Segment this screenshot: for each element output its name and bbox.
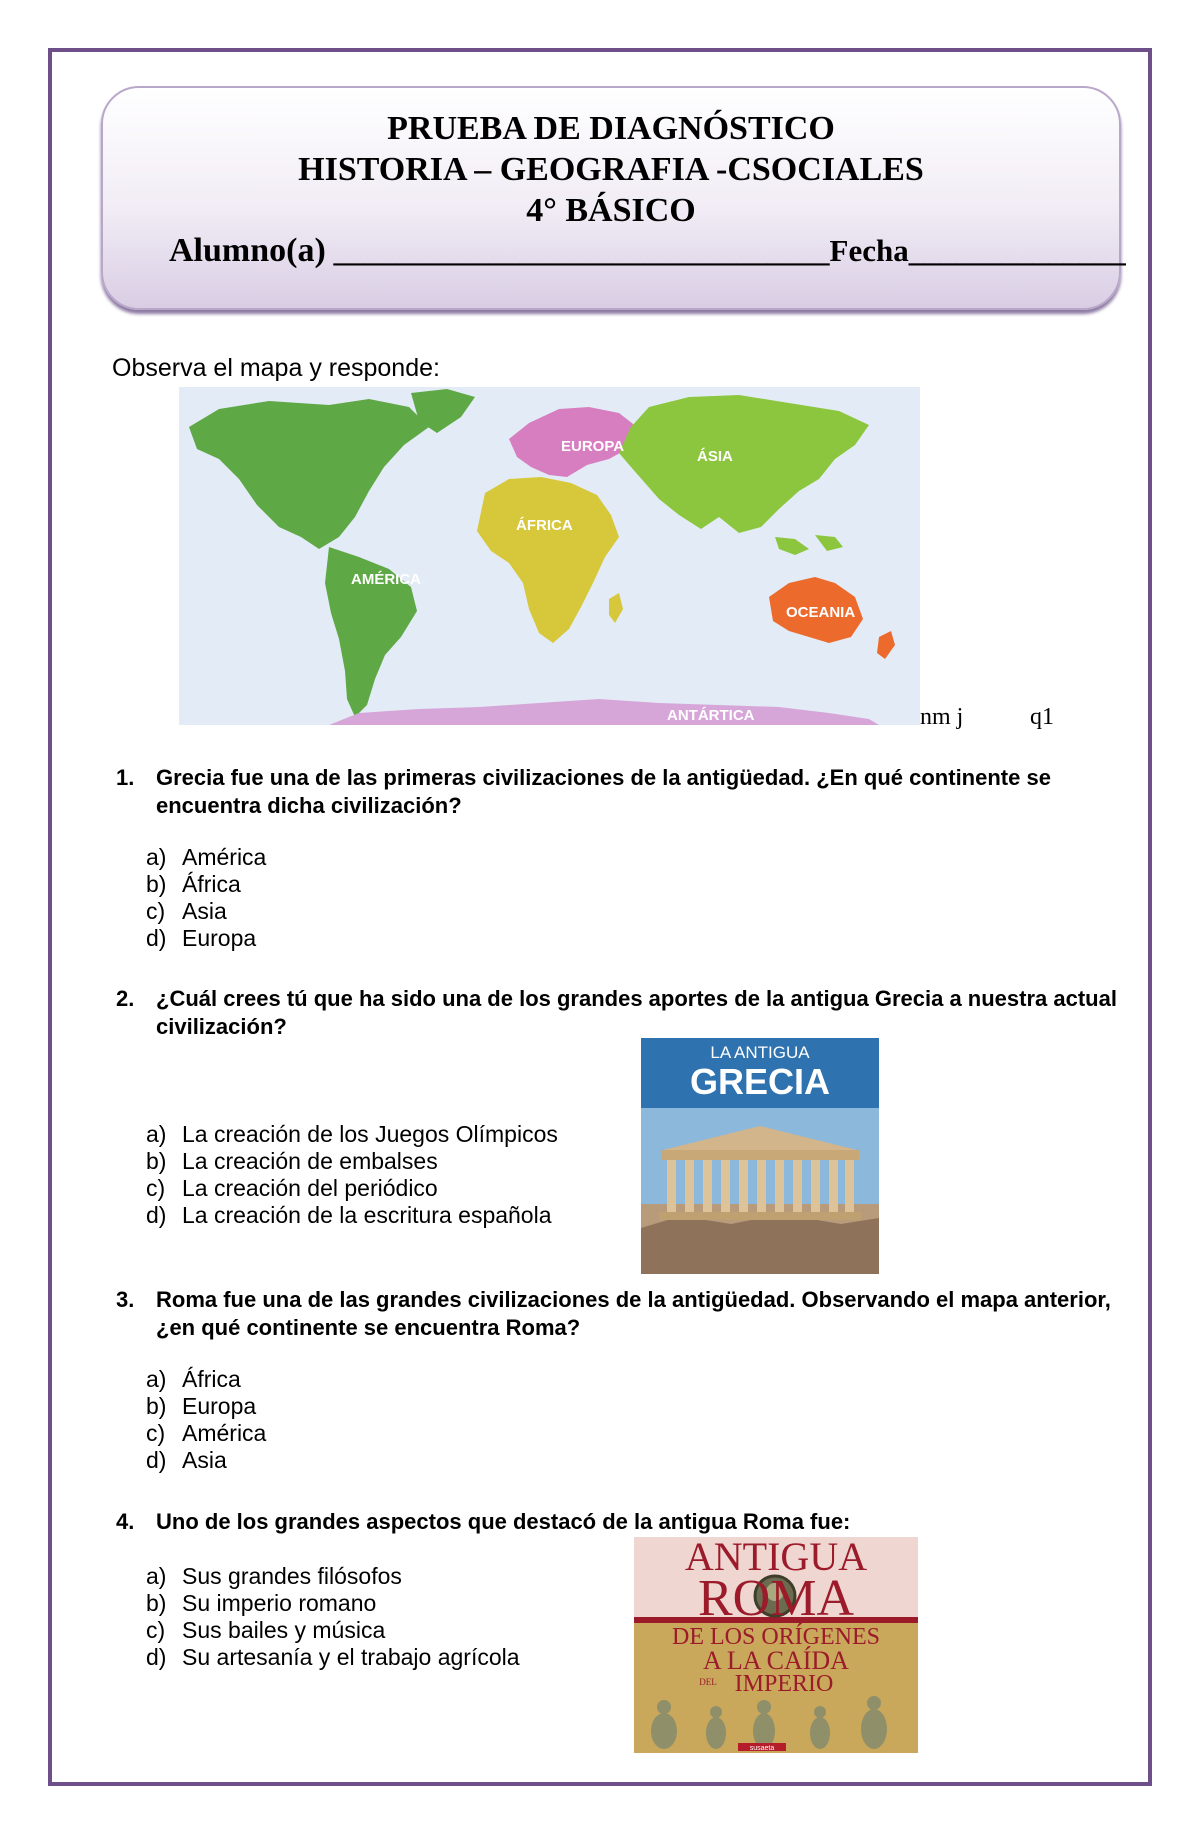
option-b[interactable]	[146, 1148, 558, 1175]
exam-title: PRUEBA DE DIAGNÓSTICO	[387, 110, 835, 147]
question-1-options	[146, 844, 266, 952]
world-map	[179, 387, 920, 725]
new-zealand	[877, 631, 895, 659]
continent-africa	[477, 477, 619, 643]
stray-text-1: nm j	[920, 704, 964, 730]
stray-text-2: q1	[1030, 704, 1054, 730]
question-text: Uno de los grandes aspectos que destacó de la antigua Roma fue:	[156, 1509, 851, 1534]
option-a[interactable]	[146, 1121, 558, 1148]
option-b[interactable]	[146, 871, 266, 898]
option-a[interactable]	[146, 844, 266, 871]
option-letter: d)	[146, 925, 167, 951]
option-d[interactable]	[146, 1202, 558, 1229]
option-letter: b)	[146, 1148, 167, 1174]
map-label-antartica: ANTÁRTICA	[667, 707, 755, 724]
option-c[interactable]	[146, 1175, 558, 1202]
instruction-text: Observa el mapa y responde:	[112, 354, 440, 382]
option-text: América	[182, 844, 267, 870]
option-text: La creación del periódico	[182, 1175, 438, 1201]
roma-cover-line2: ROMA	[697, 1570, 855, 1627]
continent-north-america	[189, 399, 429, 549]
question-3-options	[146, 1366, 266, 1474]
roma-cover-line4c: IMPERIO	[734, 1671, 834, 1697]
option-text: Sus bailes y música	[182, 1617, 386, 1643]
date-label: Fecha	[829, 233, 909, 268]
option-b[interactable]	[146, 1393, 266, 1420]
option-c[interactable]	[146, 898, 266, 925]
question-number: 3.	[116, 1287, 135, 1312]
continent-antarctica	[329, 699, 879, 725]
option-letter: c)	[146, 1175, 166, 1201]
map-label-asia: ÁSIA	[697, 448, 733, 465]
question-4-options	[146, 1563, 520, 1671]
option-text: La creación de los Juegos Olímpicos	[182, 1121, 558, 1147]
book-cover-grecia	[641, 1038, 879, 1274]
option-text: Europa	[182, 925, 257, 951]
exam-header	[101, 86, 1126, 310]
roma-cover-line4a: A LA CAÍDA	[703, 1646, 849, 1675]
option-a[interactable]	[146, 1563, 520, 1590]
grecia-cover-line1: LA ANTIGUA	[710, 1043, 810, 1062]
option-letter: d)	[146, 1447, 167, 1473]
grecia-cover-line2: GRECIA	[689, 1061, 831, 1102]
option-text: La creación de embalses	[182, 1148, 438, 1174]
roma-cover-illustration	[634, 1537, 918, 1753]
option-text: Su imperio romano	[182, 1590, 377, 1616]
map-label-america: AMÉRICA	[351, 571, 421, 588]
option-letter: a)	[146, 1121, 167, 1147]
option-letter: c)	[146, 1420, 166, 1446]
question-text: ¿Cuál crees tú que ha sido una de los grandes aportes de la antigua Grecia a nuestra actual civilización?	[156, 986, 1117, 1039]
option-letter: c)	[146, 898, 166, 924]
option-text: África	[182, 871, 241, 897]
exam-subject: HISTORIA – GEOGRAFIA -CSOCIALES	[298, 151, 924, 188]
roma-cover-publisher: susaeta	[749, 1745, 775, 1752]
map-label-oceania: OCEANIA	[786, 604, 856, 621]
option-d[interactable]	[146, 925, 266, 952]
madagascar	[609, 593, 623, 623]
option-letter: a)	[146, 1366, 167, 1392]
student-name-blank[interactable]: ________________________________	[333, 233, 830, 268]
option-text: Su artesanía y el trabajo agrícola	[182, 1644, 520, 1670]
map-label-africa: ÁFRICA	[516, 517, 573, 534]
option-c[interactable]	[146, 1617, 520, 1644]
question-number: 2.	[116, 986, 135, 1011]
option-d[interactable]	[146, 1447, 266, 1474]
option-letter: b)	[146, 871, 167, 897]
option-text: América	[182, 1420, 267, 1446]
option-letter: b)	[146, 1590, 167, 1616]
option-letter: d)	[146, 1202, 167, 1228]
question-2-options	[146, 1121, 558, 1229]
roma-cover-line1: ANTIGUA	[684, 1537, 868, 1579]
world-map-illustration	[179, 387, 920, 725]
date-blank[interactable]: ______________	[908, 233, 1126, 268]
option-b[interactable]	[146, 1590, 520, 1617]
option-text: África	[182, 1366, 241, 1392]
option-text: Asia	[182, 1447, 227, 1473]
option-letter: a)	[146, 844, 167, 870]
student-label: Alumno(a)	[169, 232, 326, 269]
map-label-europa: EUROPA	[561, 438, 625, 455]
grecia-cover-illustration	[641, 1038, 879, 1274]
exam-grade: 4° BÁSICO	[526, 192, 696, 229]
book-cover-roma	[634, 1537, 918, 1753]
roma-cover-line3: DE LOS ORÍGENES	[672, 1624, 880, 1650]
option-text: Asia	[182, 898, 227, 924]
student-line	[169, 232, 1126, 270]
option-text: Europa	[182, 1393, 257, 1419]
islands-southeast-asia	[775, 535, 843, 555]
question-text: Grecia fue una de las primeras civilizaciones de la antigüedad. ¿En qué continente se encuentra dicha civilización?	[156, 765, 1051, 818]
option-letter: c)	[146, 1617, 166, 1643]
option-letter: b)	[146, 1393, 167, 1419]
question-text: Roma fue una de las grandes civilizaciones de la antigüedad. Observando el mapa anterior, ¿en qué continente se encuentra Roma?	[156, 1287, 1111, 1340]
question-number: 4.	[116, 1509, 135, 1534]
question-number: 1.	[116, 765, 135, 790]
option-text: La creación de la escritura española	[182, 1202, 552, 1228]
option-letter: a)	[146, 1563, 167, 1589]
option-text: Sus grandes filósofos	[182, 1563, 402, 1589]
option-d[interactable]	[146, 1644, 520, 1671]
option-c[interactable]	[146, 1420, 266, 1447]
continent-asia	[619, 395, 869, 533]
option-letter: d)	[146, 1644, 167, 1670]
option-a[interactable]	[146, 1366, 266, 1393]
roma-cover-line4b: DEL	[699, 1677, 717, 1687]
